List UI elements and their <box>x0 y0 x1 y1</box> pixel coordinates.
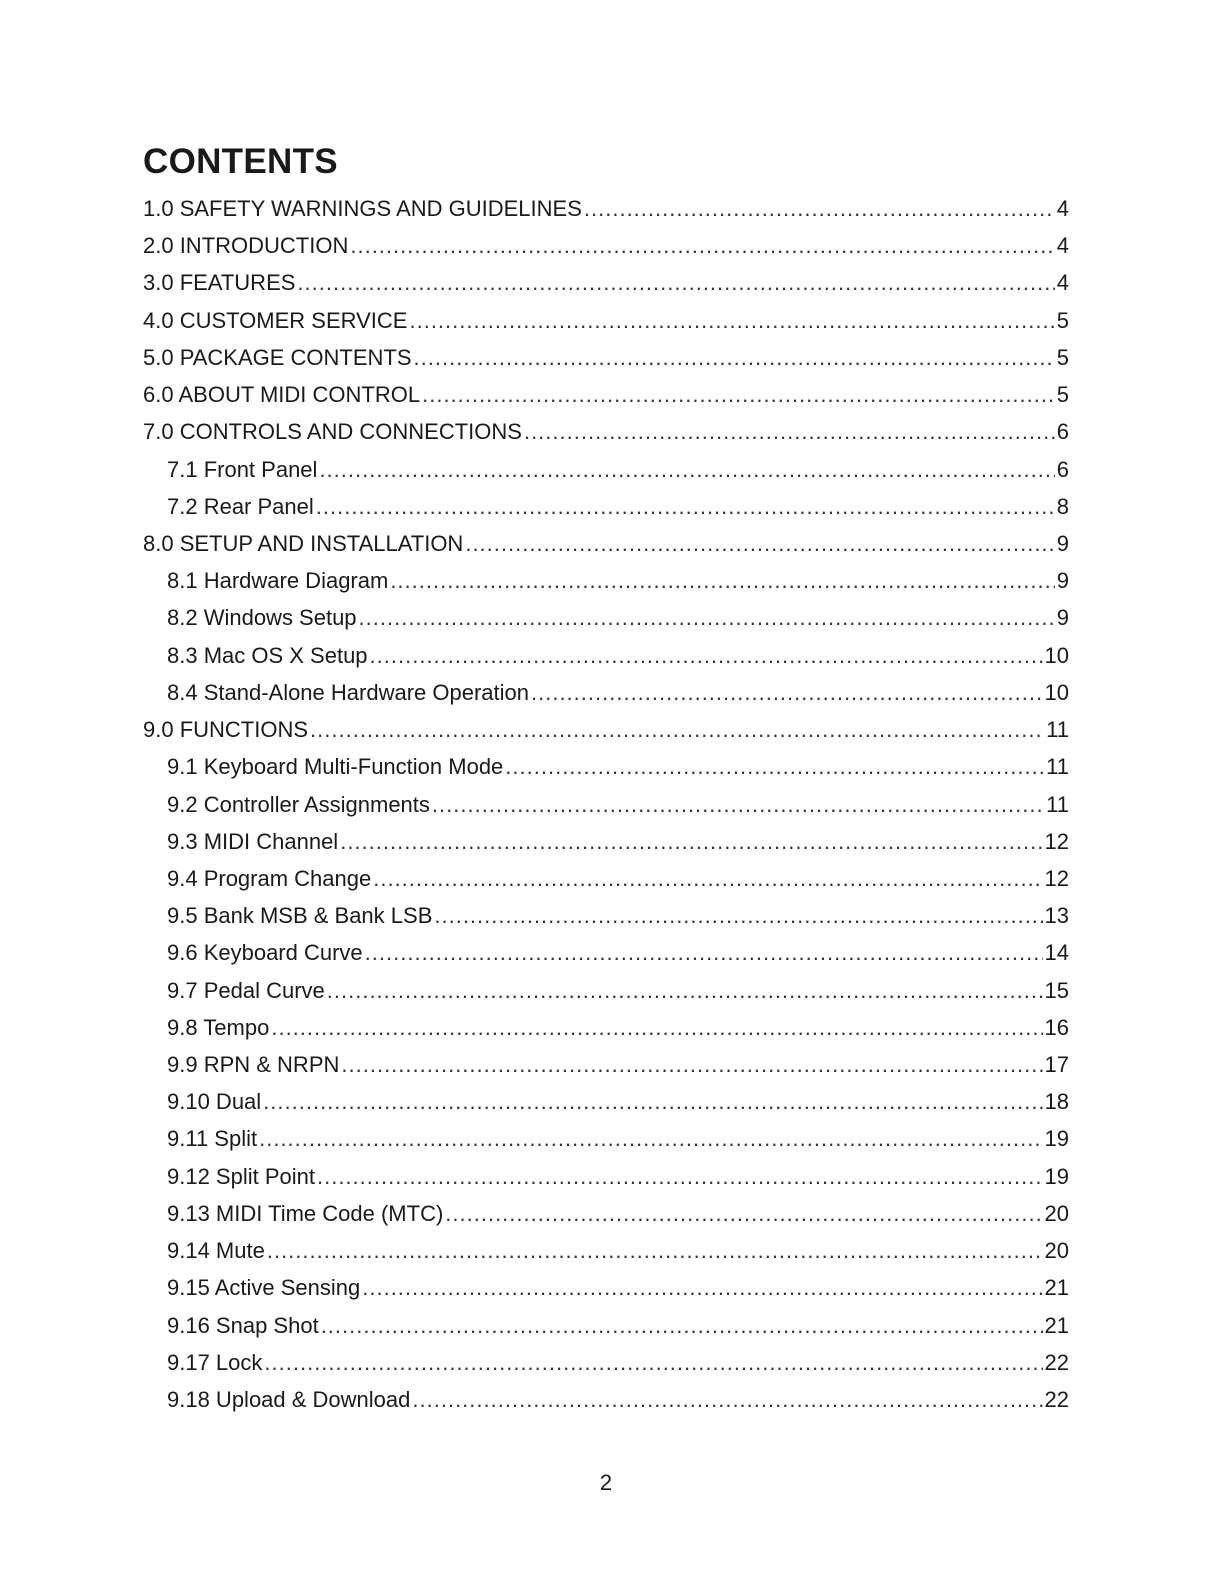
toc-dot-leader <box>327 972 1043 1009</box>
toc-entry-label: 9.7 Pedal Curve <box>167 977 325 1003</box>
toc-dot-leader <box>271 1009 1042 1046</box>
toc-dot-leader <box>310 711 1044 748</box>
toc-dot-leader <box>465 525 1054 562</box>
toc-entry-page: 10 <box>1044 679 1069 705</box>
toc-dot-leader <box>505 748 1044 785</box>
toc-subsection-entry[interactable] <box>143 897 1069 934</box>
toc-entry-label: 9.17 Lock <box>167 1349 263 1375</box>
toc-dot-leader <box>531 674 1043 711</box>
toc-entry-page: 11 <box>1046 791 1069 817</box>
toc-entry-page: 20 <box>1044 1200 1069 1226</box>
toc-entry-label: 9.12 Split Point <box>167 1163 315 1189</box>
toc-subsection-entry[interactable] <box>143 1046 1069 1083</box>
toc-entry-page: 6 <box>1056 419 1069 445</box>
toc-dot-leader <box>317 1158 1043 1195</box>
toc-subsection-entry[interactable] <box>143 786 1069 823</box>
toc-section-entry[interactable] <box>143 711 1069 748</box>
toc-subsection-entry[interactable] <box>143 1158 1069 1195</box>
toc-section-entry[interactable] <box>143 227 1069 264</box>
toc-entry-label: 9.5 Bank MSB & Bank LSB <box>167 903 433 929</box>
toc-dot-leader <box>432 786 1044 823</box>
table-of-contents <box>143 190 1069 1418</box>
toc-dot-leader <box>359 599 1055 636</box>
toc-entry-label: 9.0 FUNCTIONS <box>143 717 309 743</box>
toc-entry-label: 8.4 Stand-Alone Hardware Operation <box>167 679 529 705</box>
toc-subsection-entry[interactable] <box>143 562 1069 599</box>
toc-entry-page: 4 <box>1056 196 1069 221</box>
toc-entry-label: 9.10 Dual <box>167 1089 262 1115</box>
toc-dot-leader <box>316 488 1055 525</box>
toc-subsection-entry[interactable] <box>143 1083 1069 1120</box>
toc-subsection-entry[interactable] <box>143 674 1069 711</box>
toc-entry-label: 9.1 Keyboard Multi-Function Mode <box>167 754 504 780</box>
toc-entry-label: 9.18 Upload & Download <box>167 1387 411 1412</box>
toc-entry-page: 5 <box>1056 307 1069 333</box>
toc-entry-page: 20 <box>1044 1238 1069 1264</box>
toc-section-entry[interactable] <box>143 190 1069 227</box>
toc-dot-leader <box>267 1232 1043 1269</box>
toc-subsection-entry[interactable] <box>143 488 1069 525</box>
toc-entry-label: 9.16 Snap Shot <box>167 1312 319 1338</box>
toc-entry-label: 9.8 Tempo <box>167 1014 270 1040</box>
toc-entry-label: 9.15 Active Sensing <box>167 1275 361 1301</box>
toc-entry-label: 9.3 MIDI Channel <box>167 828 339 854</box>
toc-entry-label: 5.0 PACKAGE CONTENTS <box>143 344 412 370</box>
toc-entry-label: 9.13 MIDI Time Code (MTC) <box>167 1200 444 1226</box>
toc-subsection-entry[interactable] <box>143 599 1069 636</box>
toc-entry-page: 5 <box>1056 344 1069 370</box>
toc-entry-page: 12 <box>1044 828 1069 854</box>
toc-subsection-entry[interactable] <box>143 934 1069 971</box>
toc-entry-page: 18 <box>1044 1089 1069 1115</box>
toc-entry-page: 21 <box>1044 1312 1069 1338</box>
toc-dot-leader <box>373 860 1042 897</box>
toc-entry-label: 9.14 Mute <box>167 1238 265 1264</box>
toc-entry-label: 9.4 Program Change <box>167 865 372 891</box>
toc-subsection-entry[interactable] <box>143 1269 1069 1306</box>
toc-subsection-entry[interactable] <box>143 972 1069 1009</box>
toc-entry-page: 19 <box>1044 1163 1069 1189</box>
toc-subsection-entry[interactable] <box>143 748 1069 785</box>
toc-dot-leader <box>390 562 1054 599</box>
toc-subsection-entry[interactable] <box>143 1009 1069 1046</box>
toc-dot-leader <box>370 637 1043 674</box>
toc-entry-page: 14 <box>1044 940 1069 966</box>
toc-entry-page: 5 <box>1056 382 1069 408</box>
toc-entry-label: 2.0 INTRODUCTION <box>143 233 349 259</box>
toc-entry-label: 9.9 RPN & NRPN <box>167 1052 340 1078</box>
toc-subsection-entry[interactable] <box>143 1307 1069 1344</box>
page-title: CONTENTS <box>143 142 338 181</box>
toc-dot-leader <box>412 1381 1042 1418</box>
toc-entry-page: 16 <box>1044 1014 1069 1040</box>
toc-section-entry[interactable] <box>143 339 1069 376</box>
toc-subsection-entry[interactable] <box>143 823 1069 860</box>
toc-section-entry[interactable] <box>143 413 1069 450</box>
page-number: 2 <box>599 1470 613 1495</box>
toc-dot-leader <box>264 1344 1042 1381</box>
toc-entry-page: 9 <box>1056 530 1069 556</box>
toc-entry-label: 9.11 Split <box>167 1126 258 1152</box>
toc-dot-leader <box>340 823 1042 860</box>
toc-entry-label: 8.0 SETUP AND INSTALLATION <box>143 530 464 556</box>
toc-section-entry[interactable] <box>143 525 1069 562</box>
toc-entry-page: 11 <box>1046 754 1069 780</box>
toc-entry-page: 4 <box>1056 270 1069 296</box>
toc-entry-label: 1.0 SAFETY WARNINGS AND GUIDELINES <box>143 196 582 221</box>
toc-entry-label: 7.1 Front Panel <box>167 456 318 482</box>
toc-dot-leader <box>263 1083 1042 1120</box>
toc-subsection-entry[interactable] <box>143 1232 1069 1269</box>
toc-entry-page: 12 <box>1044 865 1069 891</box>
toc-section-entry[interactable] <box>143 302 1069 339</box>
toc-subsection-entry[interactable] <box>143 1120 1069 1157</box>
toc-dot-leader <box>297 264 1054 301</box>
toc-dot-leader <box>321 1307 1043 1344</box>
toc-subsection-entry[interactable] <box>143 451 1069 488</box>
toc-subsection-entry[interactable] <box>143 1344 1069 1381</box>
toc-dot-leader <box>584 190 1055 227</box>
toc-entry-page: 21 <box>1044 1275 1069 1301</box>
toc-entry-label: 7.0 CONTROLS AND CONNECTIONS <box>143 419 522 445</box>
toc-dot-leader <box>434 897 1042 934</box>
toc-entry-label: 6.0 ABOUT MIDI CONTROL <box>143 382 421 408</box>
toc-entry-label: 3.0 FEATURES <box>143 270 296 296</box>
toc-entry-page: 22 <box>1044 1349 1069 1375</box>
toc-entry-page: 9 <box>1056 605 1069 631</box>
toc-entry-label: 7.2 Rear Panel <box>167 493 314 519</box>
toc-dot-leader <box>350 227 1054 264</box>
toc-entry-page: 17 <box>1044 1052 1069 1078</box>
toc-subsection-entry[interactable] <box>143 1195 1069 1232</box>
toc-entry-page: 19 <box>1044 1126 1069 1152</box>
toc-entry-page: 6 <box>1056 456 1069 482</box>
toc-entry-label: 9.6 Keyboard Curve <box>167 940 363 966</box>
toc-entry-label: 4.0 CUSTOMER SERVICE <box>143 307 408 333</box>
toc-dot-leader <box>422 376 1055 413</box>
toc-entry-label: 9.2 Controller Assignments <box>167 791 430 817</box>
toc-section-entry[interactable] <box>143 264 1069 301</box>
toc-dot-leader <box>414 339 1055 376</box>
toc-entry-label: 8.1 Hardware Diagram <box>167 568 389 594</box>
toc-entry-page: 9 <box>1056 568 1069 594</box>
toc-dot-leader <box>259 1120 1042 1157</box>
toc-dot-leader <box>365 934 1043 971</box>
toc-dot-leader <box>524 413 1055 450</box>
toc-entry-page: 11 <box>1046 717 1069 743</box>
toc-entry-label: 8.2 Windows Setup <box>167 605 357 631</box>
toc-dot-leader <box>445 1195 1042 1232</box>
toc-subsection-entry[interactable] <box>143 637 1069 674</box>
toc-entry-page: 4 <box>1056 233 1069 259</box>
toc-dot-leader <box>362 1269 1042 1306</box>
toc-dot-leader <box>341 1046 1042 1083</box>
toc-entry-page: 13 <box>1044 903 1069 929</box>
toc-dot-leader <box>409 302 1054 339</box>
toc-entry-page: 22 <box>1044 1387 1069 1412</box>
toc-section-entry[interactable] <box>143 376 1069 413</box>
toc-entry-page: 10 <box>1044 642 1069 668</box>
toc-subsection-entry[interactable] <box>143 860 1069 897</box>
toc-subsection-entry[interactable] <box>143 1381 1069 1418</box>
toc-dot-leader <box>319 451 1054 488</box>
toc-entry-page: 8 <box>1056 493 1069 519</box>
toc-entry-page: 15 <box>1044 977 1069 1003</box>
toc-entry-label: 8.3 Mac OS X Setup <box>167 642 368 668</box>
